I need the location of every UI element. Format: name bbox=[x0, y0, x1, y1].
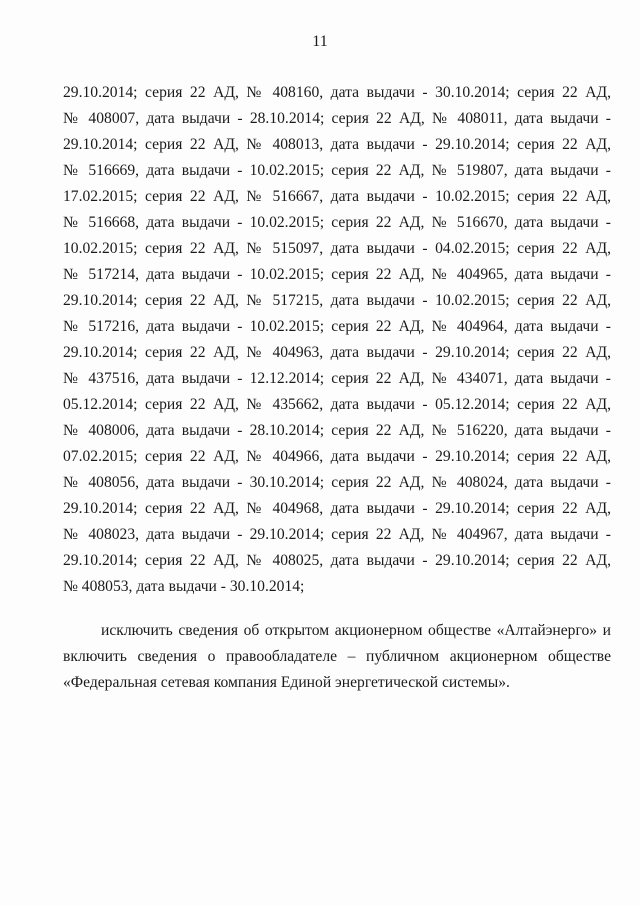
text-line: № 408007, дата выдачи - 28.10.2014; серия 22 АД, № 408011, дата выдачи - bbox=[63, 110, 611, 127]
document-body bbox=[63, 80, 611, 696]
text-line: № 408056, дата выдачи - 30.10.2014; серия 22 АД, № 408024, дата выдачи - bbox=[63, 474, 611, 491]
text-line: 29.10.2014; серия 22 АД, № 517215, дата выдачи - 10.02.2015; серия 22 АД, bbox=[63, 292, 611, 309]
amendment-paragraph bbox=[63, 618, 611, 696]
text-line: 07.02.2015; серия 22 АД, № 404966, дата выдачи - 29.10.2014; серия 22 АД, bbox=[63, 448, 611, 465]
text-line: 29.10.2014; серия 22 АД, № 408160, дата выдачи - 30.10.2014; серия 22 АД, bbox=[63, 84, 611, 101]
text-line: № 408006, дата выдачи - 28.10.2014; серия 22 АД, № 516220, дата выдачи - bbox=[63, 422, 611, 439]
text-line: № 517216, дата выдачи - 10.02.2015; серия 22 АД, № 404964, дата выдачи - bbox=[63, 318, 611, 335]
text-line: № 517214, дата выдачи - 10.02.2015; серия 22 АД, № 404965, дата выдачи - bbox=[63, 266, 611, 283]
text-line: № 408053, дата выдачи - 30.10.2014; bbox=[63, 578, 305, 595]
text-line: № 408023, дата выдачи - 29.10.2014; серия 22 АД, № 404967, дата выдачи - bbox=[63, 526, 611, 543]
text-line: № 516669, дата выдачи - 10.02.2015; серия 22 АД, № 519807, дата выдачи - bbox=[63, 162, 611, 179]
text-line: 10.02.2015; серия 22 АД, № 515097, дата выдачи - 04.02.2015; серия 22 АД, bbox=[63, 240, 611, 257]
text-line: № 437516, дата выдачи - 12.12.2014; серия 22 АД, № 434071, дата выдачи - bbox=[63, 370, 611, 387]
text-line: включить сведения о правообладателе – публичном акционерном обществе bbox=[63, 648, 611, 665]
text-line: 29.10.2014; серия 22 АД, № 408013, дата выдачи - 29.10.2014; серия 22 АД, bbox=[63, 136, 611, 153]
paragraph-spacer bbox=[63, 600, 611, 618]
text-line: 29.10.2014; серия 22 АД, № 404968, дата выдачи - 29.10.2014; серия 22 АД, bbox=[63, 500, 611, 517]
text-line: 17.02.2015; серия 22 АД, № 516667, дата выдачи - 10.02.2015; серия 22 АД, bbox=[63, 188, 611, 205]
certificate-list-paragraph bbox=[63, 80, 611, 600]
text-line: исключить сведения об открытом акционерном обществе «Алтайэнерго» и bbox=[101, 622, 611, 639]
page-number: 11 bbox=[312, 33, 328, 50]
text-line: «Федеральная сетевая компания Единой энергетической системы». bbox=[63, 674, 510, 691]
text-line: 05.12.2014; серия 22 АД, № 435662, дата выдачи - 05.12.2014; серия 22 АД, bbox=[63, 396, 611, 413]
text-line: 29.10.2014; серия 22 АД, № 404963, дата выдачи - 29.10.2014; серия 22 АД, bbox=[63, 344, 611, 361]
text-line: 29.10.2014; серия 22 АД, № 408025, дата выдачи - 29.10.2014; серия 22 АД, bbox=[63, 552, 611, 569]
text-line: № 516668, дата выдачи - 10.02.2015; серия 22 АД, № 516670, дата выдачи - bbox=[63, 214, 611, 231]
